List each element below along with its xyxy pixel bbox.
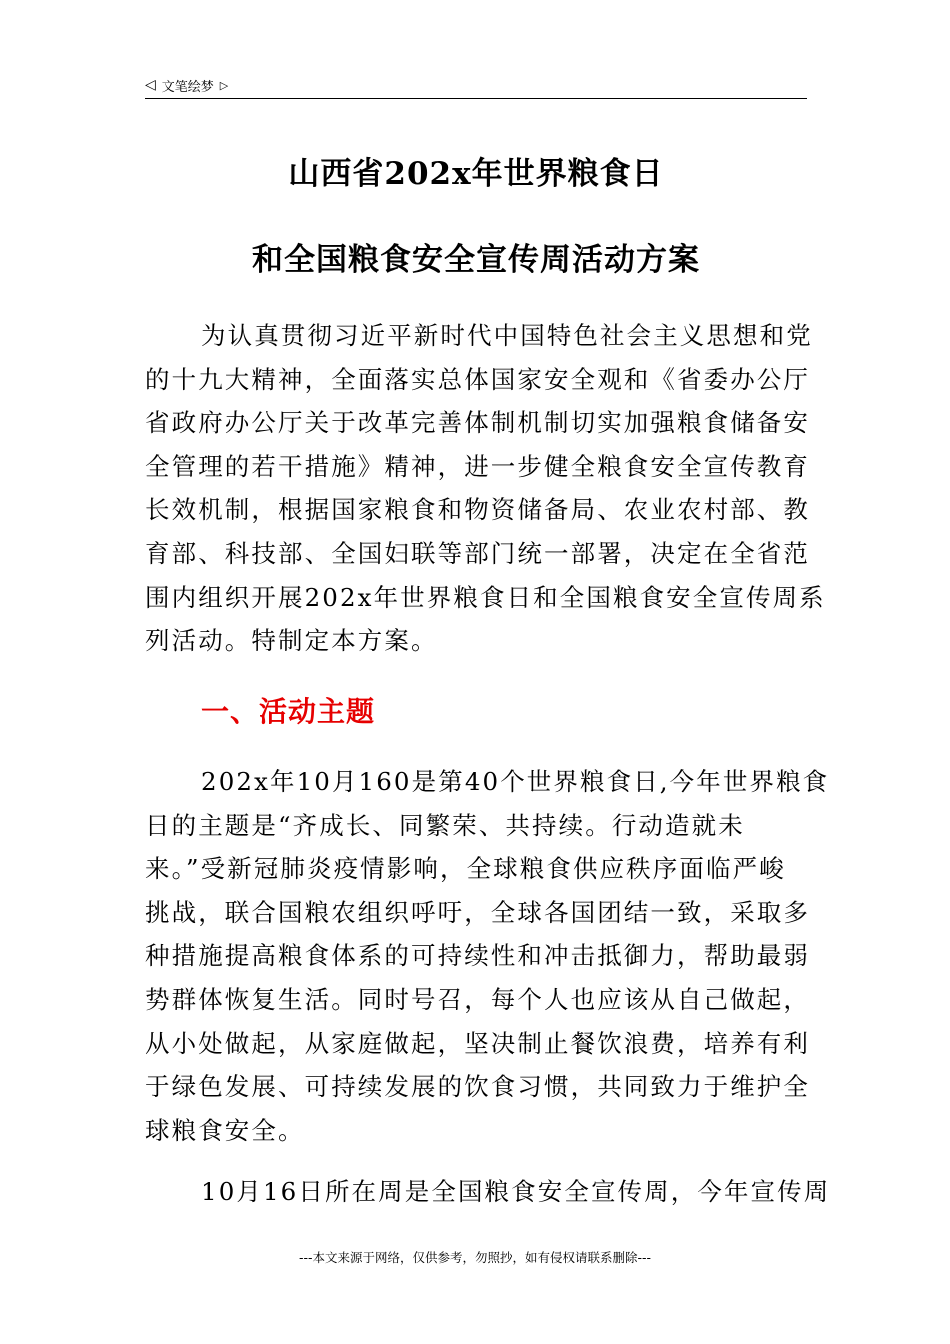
paragraph-line: 10月16日所在周是全国粮食安全宣传周，今年宣传周 [201, 1177, 831, 1206]
triangle-left-outline-icon: ◁ [145, 77, 156, 93]
paragraph-line: 列活动。特制定本方案。 [145, 626, 438, 656]
paragraph-line: 202x年10月160是第40个世界粮食日,今年世界粮食 [201, 767, 830, 796]
paragraph-line: 的十九大精神，全面落实总体国家安全观和《省委办公厅 [145, 364, 810, 394]
document-title-line2: 和全国粮食安全宣传周活动方案 [252, 242, 700, 278]
paragraph-line: 种措施提高粮食体系的可持续性和冲击抵御力，帮助最弱 [145, 941, 810, 971]
paragraph-line: 围内组织开展202x年世界粮食日和全国粮食安全宣传周系 [145, 582, 826, 612]
document-title-line1: 山西省202x年世界粮食日 [288, 156, 664, 192]
paragraph-line: 来。”受新冠肺炎疫情影响，全球粮食供应秩序面临严峻 [145, 854, 786, 884]
paragraph-line: 长效机制，根据国家粮食和物资储备局、农业农村部、教 [145, 495, 810, 525]
paragraph-line: 挑战，联合国粮农组织呼吁，全球各国团结一致，采取多 [145, 897, 810, 927]
theme-paragraph [145, 760, 830, 1152]
paragraph-line: 势群体恢复生活。同时号召，每个人也应该从自己做起， [145, 984, 810, 1014]
page-header [145, 72, 807, 99]
week-paragraph [145, 1170, 831, 1214]
paragraph-line: 省政府办公厅关于改革完善体制机制切实加强粮食储备安 [145, 408, 810, 438]
paragraph-line: 全管理的若干措施》精神，进一步健全粮食安全宣传教育 [145, 451, 810, 481]
paragraph-line: 于绿色发展、可持续发展的饮食习惯，共同致力于维护全 [145, 1072, 810, 1102]
paragraph-line: 育部、科技部、全国妇联等部门统一部署，决定在全省范 [145, 538, 810, 568]
paragraph-line: 为认真贯彻习近平新时代中国特色社会主义思想和党 [201, 321, 813, 350]
header-brand: 文笔绘梦 [161, 79, 214, 95]
paragraph-line: 球粮食安全。 [145, 1115, 305, 1145]
triangle-right-outline-icon: ▷ [219, 78, 229, 92]
page-footer-disclaimer: ---本文来源于网络，仅供参考，勿照抄，如有侵权请联系删除--- [298, 1250, 652, 1265]
section-heading-theme: 一、活动主题 [201, 695, 376, 728]
paragraph-line: 日的主题是“齐成长、同繁荣、共持续。行动造就未 [145, 810, 745, 840]
paragraph-line: 从小处做起，从家庭做起，坚决制止餐饮浪费，培养有利 [145, 1028, 810, 1058]
intro-paragraph [145, 314, 826, 663]
